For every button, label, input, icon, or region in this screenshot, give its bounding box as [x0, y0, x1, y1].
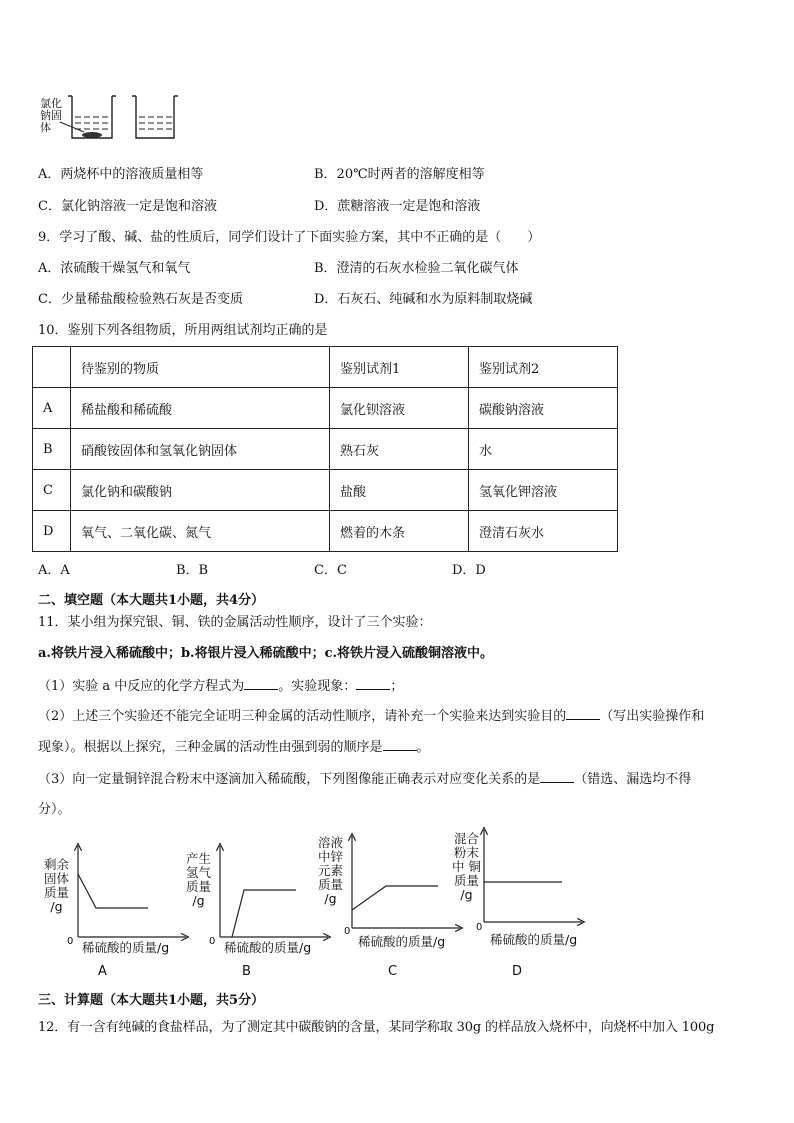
q11-part3-line1: （3）向一定量铜锌混合粉末中逐滴加入稀硫酸，下列图像能正确表示对应变化关系的是 （错选、漏选均不得 [38, 772, 692, 787]
graph-a-ylabel: 剩余 固体 质量 /g [44, 857, 70, 914]
table-cell: C [33, 470, 71, 511]
graph-c-origin: 0 [344, 926, 351, 937]
table-row [33, 470, 618, 511]
answer-blank[interactable] [540, 770, 574, 783]
table-row [33, 429, 618, 470]
answer-blank[interactable] [566, 707, 600, 720]
answer-blank[interactable] [383, 738, 417, 751]
table-header-cell [33, 347, 71, 388]
graph-b-origin: 0 [209, 936, 216, 947]
table-cell: 硝酸铵固体和氢氧化钠固体 [71, 429, 330, 470]
table-header-cell: 鉴别试剂1 [330, 347, 469, 388]
q12-stem: 12．有一含有纯碱的食盐样品，为了测定其中碳酸钠的含量，某同学称取 30g 的样品放入烧杯中，向烧杯中加入 100g [38, 1020, 715, 1035]
q10-option-c: C．C [314, 563, 347, 578]
graph-b-letter: B [242, 964, 251, 979]
q8-option-d: D．蔗糖溶液一定是饱和溶液 [314, 199, 481, 214]
graph-b-curve [232, 890, 296, 937]
graph-a-curve [78, 874, 148, 908]
q8-option-b: B．20℃时两者的溶解度相等 [314, 167, 485, 182]
table-cell: 氯化钠和碳酸钠 [71, 470, 330, 511]
graph-a-plot [70, 842, 190, 942]
beaker-drawing [60, 92, 180, 142]
table-cell: 氢氧化钾溶液 [469, 470, 618, 511]
q10-option-a: A．A [38, 563, 70, 578]
q11-part1: （1）实验 a 中反应的化学方程式为 。实验现象： ； [38, 679, 404, 694]
table-header-row [33, 347, 618, 388]
answer-blank[interactable] [244, 677, 278, 690]
beaker-left [60, 96, 116, 138]
solid-deposit [82, 132, 102, 138]
q11-part3-line2: 分）。 [38, 802, 71, 817]
q11-stem: 11．某小组为探究银、铜、铁的金属活动性顺序，设计了三个实验： [38, 615, 432, 630]
table-cell: 碳酸钠溶液 [469, 388, 618, 429]
table-cell: 氯化钡溶液 [330, 388, 469, 429]
table-cell: 水 [469, 429, 618, 470]
q9-option-a: A．浓硫酸干燥氢气和氧气 [38, 261, 191, 276]
table-cell: 熟石灰 [330, 429, 469, 470]
q10-option-b: B．B [176, 563, 209, 578]
graph-d-xlabel: 稀硫酸的质量/g [490, 932, 578, 947]
section-heading-calculation: 三、计算题（本大题共1小题，共5分） [38, 993, 265, 1008]
table-row [33, 388, 618, 429]
graph-c-curve [352, 886, 438, 910]
q10-table [32, 346, 618, 552]
table-cell: 盐酸 [330, 470, 469, 511]
table-header-cell: 鉴别试剂2 [469, 347, 618, 388]
table-cell: B [33, 429, 71, 470]
table-cell: D [33, 511, 71, 552]
q8-option-a: A．两烧杯中的溶液质量相等 [38, 167, 204, 182]
graph-a-letter: A [98, 964, 107, 979]
table-cell: 澄清石灰水 [469, 511, 618, 552]
graph-d-ylabel: 混合 粉末 中 铜 质量 /g [452, 831, 481, 902]
beaker-label: 氯化 钠固 体 [40, 97, 62, 134]
graph-c-xlabel: 稀硫酸的质量/g [358, 934, 446, 949]
graph-d-plot [476, 826, 586, 928]
graph-d-letter: D [512, 964, 523, 979]
q10-stem: 10．鉴别下列各组物质，所用两组试剂均正确的是 [38, 323, 328, 338]
graph-c-letter: C [388, 964, 398, 979]
table-cell: A [33, 388, 71, 429]
q9-stem: 9．学习了酸、碱、盐的性质后，同学们设计了下面实验方案，其中不正确的是（ ） [38, 230, 541, 245]
answer-blank[interactable] [356, 677, 390, 690]
q11-part2-line1: （2）上述三个实验还不能完全证明三种金属的活动性顺序，请补充一个实验来达到实验目的 （写出实验操作和 [38, 709, 705, 724]
q9-option-d: D．石灰石、纯碱和水为原料制取烧碱 [314, 292, 533, 307]
beaker-right [132, 96, 178, 138]
graph-d-origin: 0 [476, 922, 483, 933]
table-cell: 氧气、二氧化碳、氮气 [71, 511, 330, 552]
q10-option-d: D．D [452, 563, 486, 578]
q9-option-c: C．少量稀盐酸检验熟石灰是否变质 [38, 292, 243, 307]
graph-c-ylabel: 溶液 中锌 元素 质量 /g [318, 835, 344, 906]
q8-option-c: C．氯化钠溶液一定是饱和溶液 [38, 199, 217, 214]
section-heading-fill-in: 二、填空题（本大题共1小题，共4分） [38, 593, 265, 608]
graph-a-origin: 0 [67, 936, 74, 947]
table-cell: 燃着的木条 [330, 511, 469, 552]
q11-experiments: a.将铁片浸入稀硫酸中；b.将银片浸入稀硫酸中；c.将铁片浸入硫酸铜溶液中。 [38, 646, 494, 661]
q9-option-b: B．澄清的石灰水检验二氧化碳气体 [314, 261, 519, 276]
table-cell: 稀盐酸和稀硫酸 [71, 388, 330, 429]
table-row [33, 511, 618, 552]
graph-c-plot [344, 832, 464, 934]
graph-b-plot [212, 842, 332, 942]
graph-b-ylabel: 产生 氢气 质量 /g [186, 851, 212, 908]
q11-part2-line2: 现象）。根据以上探究，三种金属的活动性由强到弱的顺序是 。 [38, 740, 430, 755]
table-header-cell: 待鉴别的物质 [71, 347, 330, 388]
graph-b-xlabel: 稀硫酸的质量/g [224, 940, 312, 955]
graph-a-xlabel: 稀硫酸的质量/g [82, 940, 170, 955]
